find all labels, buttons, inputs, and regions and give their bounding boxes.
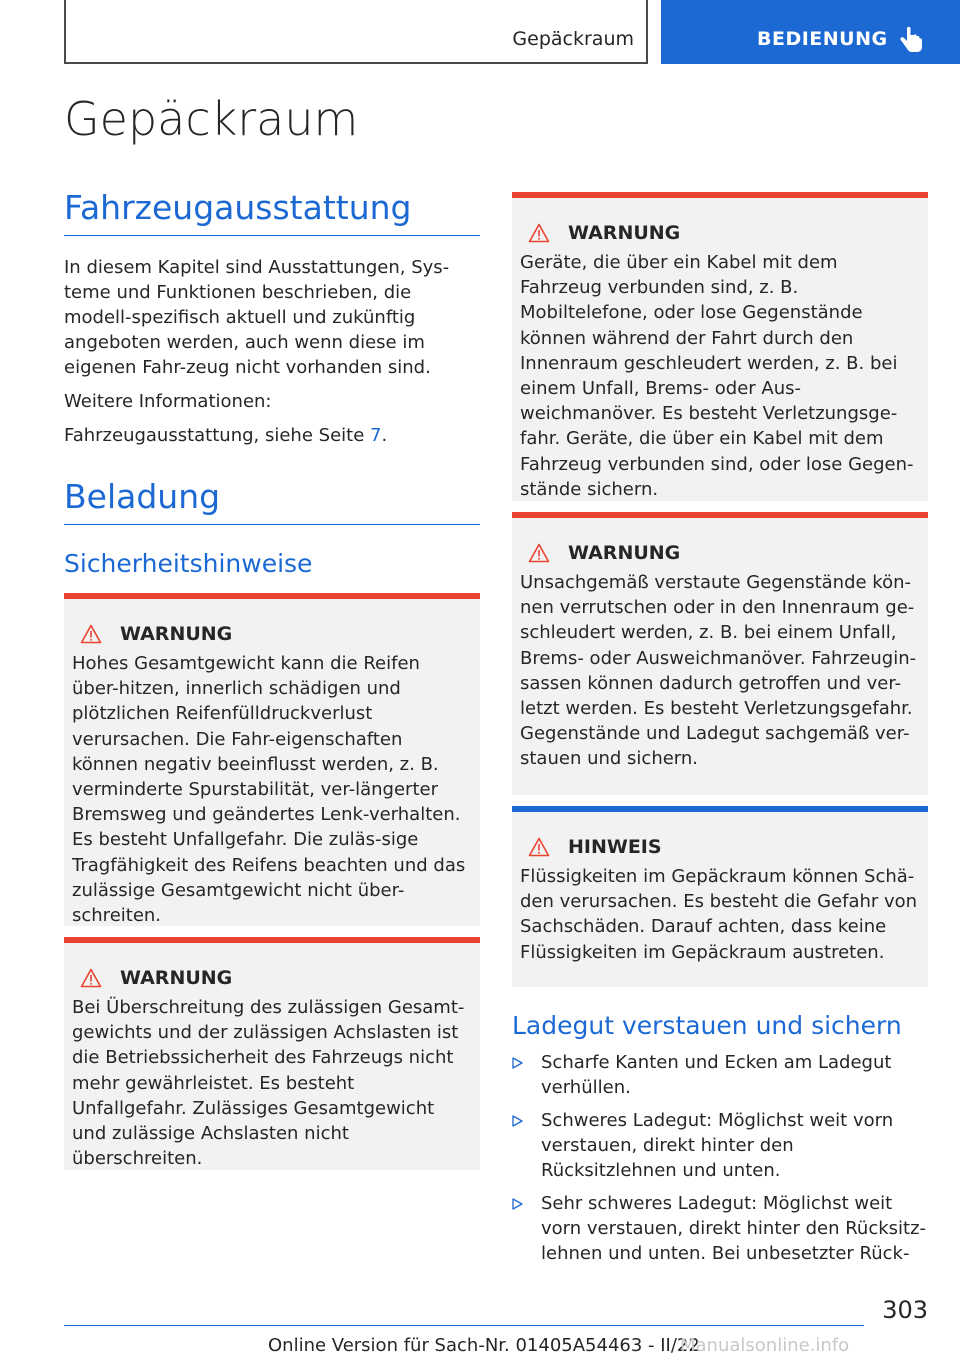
- warning-box: [64, 593, 480, 926]
- heading-sicherheitshinweise: Sicherheitshinweise: [64, 549, 313, 578]
- info-label: Weitere Informationen:: [64, 391, 272, 412]
- warning-triangle-icon: [80, 624, 102, 644]
- warning-text: Unsachgemäß verstaute Gegenstände kön-nen verrutschen oder in den Innenraum ge-schleudert werden, z. B. bei einem Unfall, Brems- oder Ausweichmanöver. Fahrzeugin-sassen können dadurch getroffen und ver-letzt werden. Es besteht Verletzungsgefahr. Gegenstände und Ladegut sachgemäß ver-stauen und sichern.: [520, 572, 917, 770]
- warning-label: WARNUNG: [120, 623, 233, 645]
- notice-label: HINWEIS: [568, 836, 662, 858]
- warning-label: WARNUNG: [568, 222, 681, 244]
- notice-box: [512, 806, 928, 987]
- warning-box: [512, 192, 928, 501]
- footer-divider: [64, 1325, 864, 1326]
- intro-text: [64, 255, 480, 457]
- warning-header: [520, 542, 920, 564]
- header-chapter-tab: [661, 0, 960, 64]
- warning-text: Hohes Gesamtgewicht kann die Reifen über-hitzen, innerlich schädigen und plötzlichen Reifenfülldruckverlust verursachen. Die Fahr-eigenschaften können negativ beeinflusst werden, z. B. verminderte Spurstabilität, ver-längerter Bremsweg und geändertes Lenk-verhalten. Es besteht Unfallgefahr. Die zuläs-sige Tragfähigkeit des Reifens beachten und das zulässige Gesamtgewicht nicht über-schreiten.: [72, 653, 466, 927]
- header-section-tab: [64, 0, 648, 64]
- warning-text: Geräte, die über ein Kabel mit dem Fahrzeug verbunden sind, z. B. Mobiltelefone, oder lose Gegenstände können während der Fahrt durch den Innenraum geschleudert werden, z. B. bei einem Unfall, Brems- oder Aus-weichmanöver. Es besteht Verletzungsge-fahr. Geräte, die über ein Kabel mit dem Fahrzeug verbunden sind, oder lose Gegen-stände sichern.: [520, 252, 914, 500]
- heading-beladung: Beladung: [64, 477, 480, 525]
- watermark: Manualsonline.info: [680, 1335, 850, 1356]
- chapter-tab-label: BEDIENUNG: [757, 28, 888, 50]
- bullet-triangle-icon: [512, 1115, 523, 1127]
- reference-end: .: [381, 425, 388, 446]
- notice-triangle-icon: [528, 837, 550, 857]
- warning-label: WARNUNG: [120, 967, 233, 989]
- page-title: Gepäckraum: [64, 92, 359, 146]
- list-item-text: Schweres Ladegut: Möglichst weit vorn verstauen, direkt hinter den Rücksitzlehnen und unten.: [541, 1110, 894, 1181]
- reference-text: Fahrzeugausstattung, siehe Seite: [64, 425, 370, 446]
- warning-triangle-icon: [528, 223, 550, 243]
- list-item: [512, 1108, 928, 1183]
- list-item-text: Scharfe Kanten und Ecken am Ladegut verhüllen.: [541, 1052, 892, 1098]
- warning-header: [520, 222, 920, 244]
- notice-text: Flüssigkeiten im Gepäckraum können Schä-den verursachen. Es besteht die Gefahr von Sachschäden. Darauf achten, dass keine Flüssigkeiten im Gepäckraum austreten.: [520, 866, 918, 963]
- notice-header: [520, 836, 920, 858]
- section-tab-label: Gepäckraum: [512, 28, 634, 50]
- bullet-triangle-icon: [512, 1057, 523, 1069]
- heading-fahrzeugausstattung: Fahrzeugausstattung: [64, 188, 480, 236]
- heading-ladegut: Ladegut verstauen und sichern: [512, 1011, 902, 1040]
- warning-label: WARNUNG: [568, 542, 681, 564]
- page-number: 303: [882, 1296, 928, 1324]
- info-reference: [64, 423, 480, 448]
- list-item: [512, 1050, 928, 1100]
- online-version-text: Online Version für Sach-Nr. 01405A54463 - II/22: [268, 1335, 700, 1356]
- warning-triangle-icon: [80, 968, 102, 988]
- bullet-triangle-icon: [512, 1198, 523, 1210]
- list-item-text: Sehr schweres Ladegut: Möglichst weit vorn verstauen, direkt hinter den Rücksitz-lehnen und unten. Bei unbesetzter Rück-: [541, 1193, 927, 1264]
- warning-text: Bei Überschreitung des zulässigen Gesamt-gewichts und der zulässigen Achslasten ist die Betriebssicherheit des Fahrzeugs nicht mehr gewährleistet. Es besteht Unfallgefahr. Zulässiges Gesamtgewicht und zulässige Achslasten nicht überschreiten.: [72, 997, 465, 1170]
- warning-header: [72, 967, 472, 989]
- hand-pointer-icon: [898, 26, 924, 54]
- warning-box: [512, 512, 928, 795]
- warning-triangle-icon: [528, 543, 550, 563]
- intro-paragraph: In diesem Kapitel sind Ausstattungen, Sys-teme und Funktionen beschrieben, die modell-spezifisch aktuell und zukünftig angeboten werden, auch wenn diese im eigenen Fahr-zeug nicht vorhanden sind.: [64, 257, 450, 378]
- ladegut-list: [512, 1050, 928, 1274]
- warning-box: [64, 937, 480, 1170]
- page-link-7[interactable]: 7: [370, 425, 382, 446]
- list-item: [512, 1191, 928, 1266]
- warning-header: [72, 623, 472, 645]
